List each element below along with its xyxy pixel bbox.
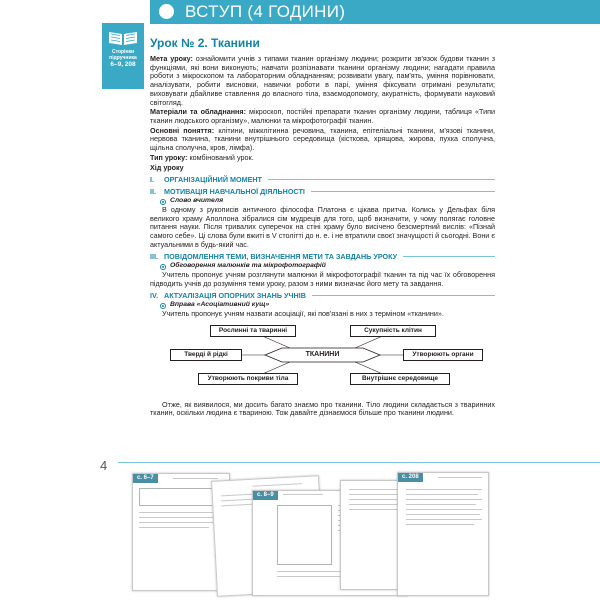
concepts-text: клітини, міжклітинна речовина, тканина, епітеліальні тканини, м'язові тканини, нервова тканина, тканини внутрішнього середовища (кісткова, хрящова, жирова, пухка сполучна, щільна сполучна, кров, лімфа). [150,125,496,153]
section-number: I. [150,175,154,185]
thumb-block [139,488,223,506]
thumb-line [406,489,482,490]
thumb-line [139,512,223,513]
thumbnail-tag: с. 8–9 [253,491,278,500]
thumb-line [406,524,474,525]
section-heading-2 [150,187,495,196]
subheading-text: Вправа «Асоціативний кущ» [170,301,270,309]
materials-label: Матеріали та обладнання: [150,107,246,117]
section-rule [311,191,495,192]
section-number: II. [150,187,156,197]
conclusion-paragraph: Отже, як виявилося, ми досить багато знаємо про тканини. Тіло людини складається з тваринних тканин, оскільки людина є твариною. Тож давайте дізнаємося більше про тканини людини. [150,399,495,418]
thumb-line [406,499,482,500]
diagram-node-form-organs: Утворюють органи [403,349,483,361]
concepts-label: Основні поняття: [150,125,215,135]
type-label: Тип уроку: [150,152,188,162]
section-title: ПОВІДОМЛЕННЯ ТЕМИ, ВИЗНАЧЕННЯ МЕТИ ТА ЗАВДАНЬ УРОКУ [164,252,398,262]
section-rule [403,256,495,257]
diagram-node-solid-liquid: Тверді й рідкі [170,349,242,361]
section-rule [268,179,495,180]
page-number: 4 [100,458,108,473]
lesson-title: Урок № 2. Тканини [150,36,260,50]
diagram-center: ТКАНИНИ [305,350,340,358]
lesson-concepts [150,127,495,153]
bullet-icon [160,264,166,270]
goal-label: Мета уроку: [150,54,193,63]
book-icon [108,29,138,46]
parable-paragraph: В одному з рукописів античного філософа Платона є цікава притча. Колись у Дельфах біля великого храму Аполлона зібралися сім мудреців для того, щоб визначити, у чому полягає головне питання науки. Після тривалих суперечок на стіні храму було висічено безсмертний вислів: «Пізнай самого себе». Ці слова були вжиті в V столітті до н. е. і не втратили своєї значущості й сьогодні. Вони є актуальними в будь-який час. [150,204,495,249]
section-title: МОТИВАЦІЯ НАВЧАЛЬНОЇ ДІЯЛЬНОСТІ [164,187,305,197]
diagram-node-plants-animals: Рослинні та тваринні [210,325,296,337]
diagram-node-internal-env: Внутрішнє середовище [350,373,450,385]
bullet-icon [160,303,166,309]
subheading-text: Слово вчителя [170,197,224,205]
thumb-line [283,494,323,495]
section-heading-1 [150,175,495,184]
section-title: ОРГАНІЗАЦІЙНИЙ МОМЕНТ [164,175,262,185]
thumb-line [139,527,209,528]
section-heading-3 [150,252,495,261]
thumbnail-tag: с. 208 [398,473,423,482]
discussion-paragraph: Учитель пропонує учням розглянути малюнки й мікрофотографії тканин та під час їх обговорення підводить учнів до розуміння теми уроку, разом з ними визначає його мету та завдання. [150,269,495,288]
exercise-paragraph: Учитель пропонує учням назвати асоціації, які пов'язані в них з терміном «тканини». [162,308,444,318]
goal-text: ознайомити учнів з типами тканин організму людини; розкрити зв'язок будови тканин з функціями, які вони виконують; навчати розпізнавати тканини організму людини; нагадати правила роботи з мікроскопом та лабораторним обладнанням; розвивати увагу, пам'ять, уміння порівнювати, аналізувати, робити висновки, навички роботи в парі, уміння фіксувати отримані результати; виховувати дбайливе ставлення до власного тіла, взаємодопомогу, акуратність, формувати науковий світогляд. [150,54,495,107]
association-diagram [150,325,495,397]
section-title: АКТУАЛІЗАЦІЯ ОПОРНИХ ЗНАНЬ УЧНІВ [164,291,306,301]
thumb-line [406,519,482,520]
diagram-node-cells-set: Сукупність клітин [350,325,436,337]
section-number: IV. [150,291,159,301]
thumb-line [438,477,482,478]
lesson-goal [150,55,495,107]
lesson-type [150,154,495,163]
type-text: комбінований урок. [187,152,254,162]
subheading-text: Обговорення малюнків та мікрофотографій [170,262,326,270]
lesson-materials [150,108,495,125]
header-bullet-icon [159,4,174,19]
thumbnail-tag: с. 6–7 [133,474,158,483]
materials-text: мікроскоп, постійні препарати тканин організму людини, таблиця «Типи тканин людського організму», малюнки та мікрофотографії тканин. [150,107,495,125]
diagram-node-body-covers: Утворюють покриви тіла [198,373,298,385]
thumb-line [173,478,218,479]
lesson-progress-heading: Хід уроку [150,163,184,173]
thumb-line [139,522,223,523]
badge-pages: 6–9, 208 [110,61,136,68]
thumb-line [406,504,476,505]
lesson-content [150,36,495,419]
thumb-line [406,509,482,510]
bottom-rule [118,462,600,463]
thumbnail-page-208 [397,472,489,596]
textbook-pages-badge [102,23,144,89]
thumb-line [252,483,302,487]
section-rule [312,295,495,296]
thumb-block [277,505,332,565]
section-heading-4 [150,291,495,300]
section-number: III. [150,252,158,262]
thumb-line [406,494,478,495]
badge-label: Сторінки підручника [109,49,137,61]
thumb-line [406,514,480,515]
bullet-icon [160,199,166,205]
thumb-line [139,517,219,518]
chapter-title: ВСТУП (4 ГОДИНИ) [185,2,346,21]
